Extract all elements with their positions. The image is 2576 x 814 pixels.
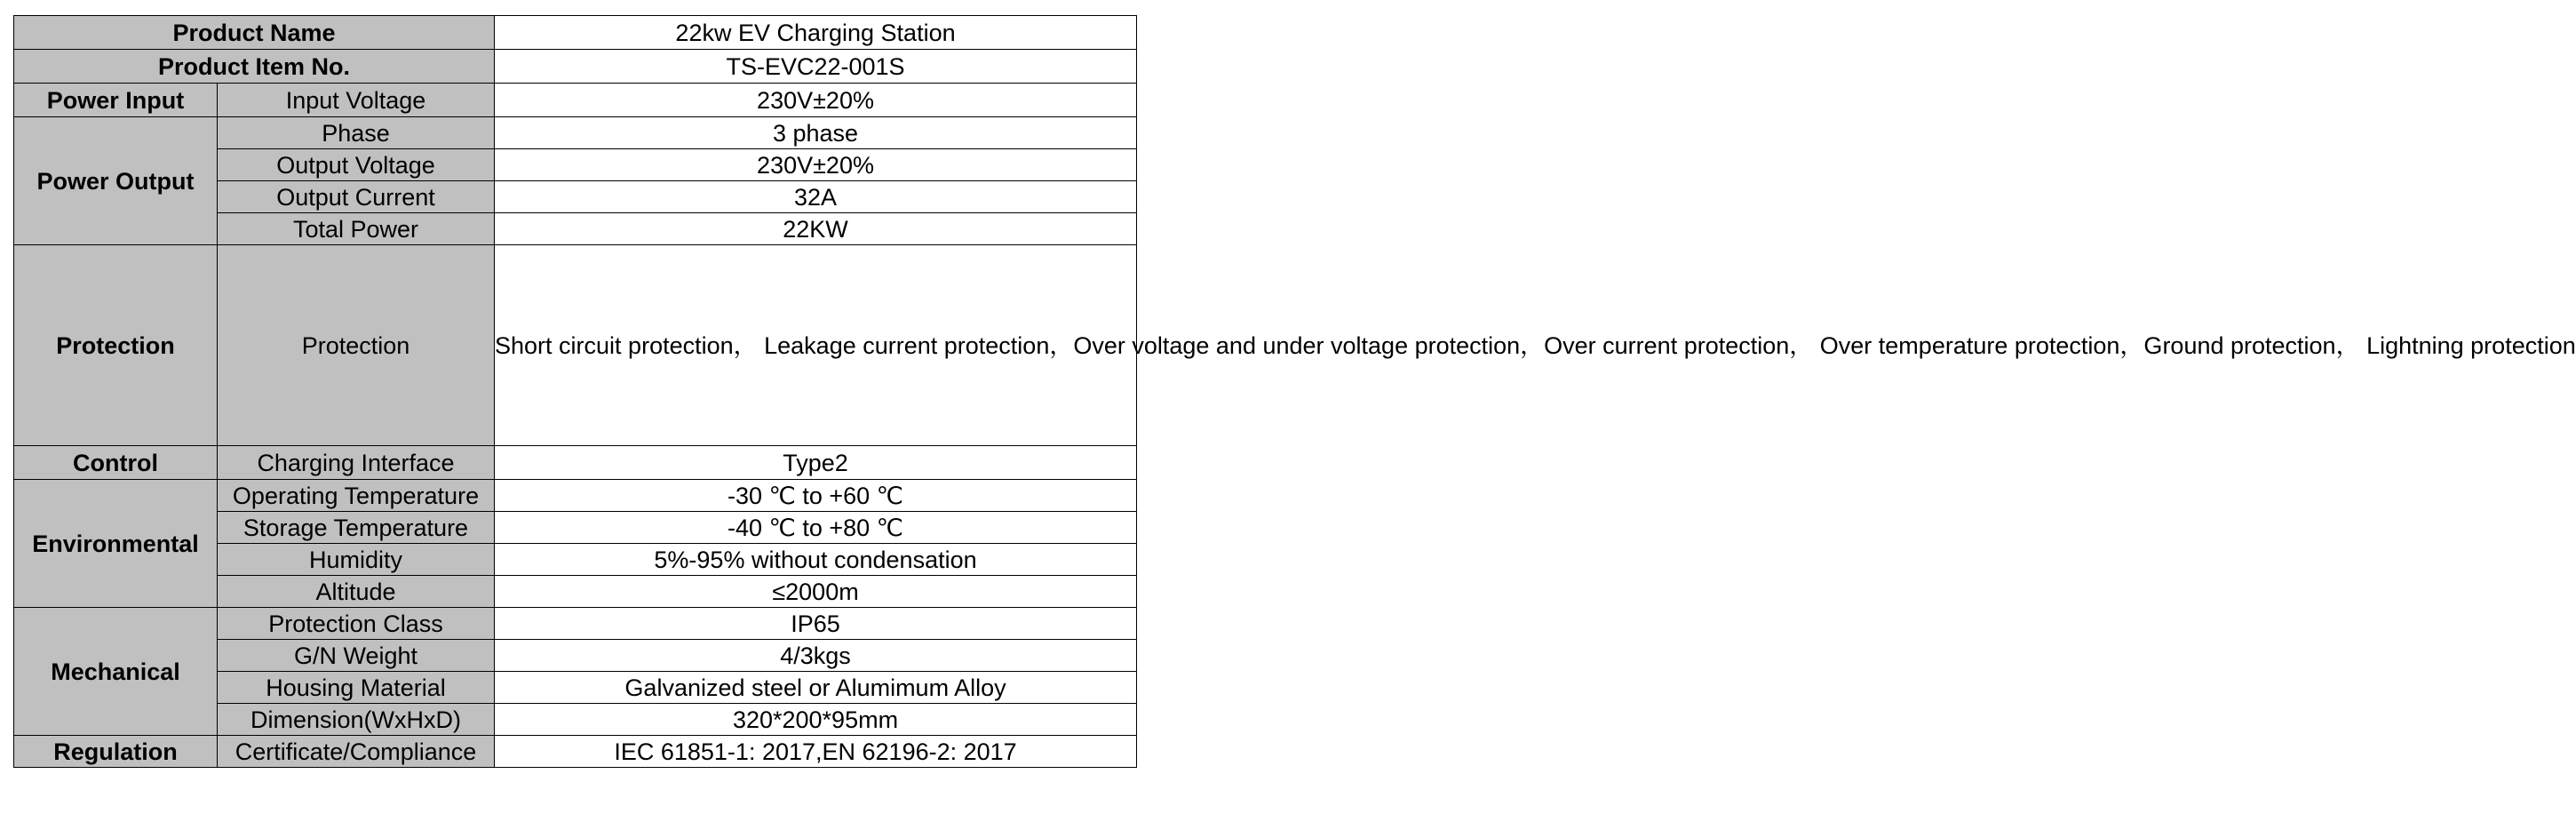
- spec-label: Certificate/Compliance: [218, 736, 495, 768]
- item-no-value: TS-EVC22-001S: [495, 50, 1137, 84]
- table-row: [14, 736, 1137, 768]
- table-row: [14, 608, 1137, 640]
- spec-value: 230V±20%: [495, 84, 1137, 117]
- spec-label: Humidity: [218, 544, 495, 576]
- table-row: [14, 446, 1137, 480]
- spec-value: 230V±20%: [495, 149, 1137, 181]
- spec-label: Operating Temperature: [218, 480, 495, 512]
- spec-label: Charging Interface: [218, 446, 495, 480]
- table-row: [14, 16, 1137, 50]
- spec-value: Galvanized steel or Alumimum Alloy: [495, 672, 1137, 704]
- spec-value: 5%-95% without condensation: [495, 544, 1137, 576]
- spec-label: Phase: [218, 117, 495, 149]
- product-name-value: 22kw EV Charging Station: [495, 16, 1137, 50]
- category-control: Control: [14, 446, 218, 480]
- spec-table: [13, 15, 2576, 768]
- table-row: [14, 245, 1137, 446]
- category-protection: Protection: [14, 245, 218, 446]
- spec-label: Storage Temperature: [218, 512, 495, 544]
- spec-value: 320*200*95mm: [495, 704, 1137, 736]
- table-row: [14, 50, 1137, 84]
- spec-value: IP65: [495, 608, 1137, 640]
- product-name-label: Product Name: [14, 16, 495, 50]
- spec-label: Protection: [218, 245, 495, 446]
- spec-label: Dimension(WxHxD): [218, 704, 495, 736]
- spec-value: -40 ℃ to +80 ℃: [495, 512, 1137, 544]
- item-no-label: Product Item No.: [14, 50, 495, 84]
- spec-value: 32A: [495, 181, 1137, 213]
- spec-value: 22KW: [495, 213, 1137, 245]
- spec-value: ≤2000m: [495, 576, 1137, 608]
- category-mechanical: Mechanical: [14, 608, 218, 736]
- spec-value: 3 phase: [495, 117, 1137, 149]
- category-environmental: Environmental: [14, 480, 218, 608]
- spec-value: Short circuit protection， Leakage current protection，Over voltage and under voltage protection，Over current protection， Over temperature protection，Ground protection， Lightning protection: [495, 245, 1137, 446]
- spec-label: Altitude: [218, 576, 495, 608]
- spec-value: 4/3kgs: [495, 640, 1137, 672]
- table-row: [14, 480, 1137, 512]
- spec-label: Output Voltage: [218, 149, 495, 181]
- table-row: [14, 117, 1137, 149]
- category-power-output: Power Output: [14, 117, 218, 245]
- spec-label: Input Voltage: [218, 84, 495, 117]
- spec-label: G/N Weight: [218, 640, 495, 672]
- spec-label: Output Current: [218, 181, 495, 213]
- category-power-input: Power Input: [14, 84, 218, 117]
- spec-value: IEC 61851-1: 2017,EN 62196-2: 2017: [495, 736, 1137, 768]
- category-regulation: Regulation: [14, 736, 218, 768]
- spec-label: Protection Class: [218, 608, 495, 640]
- spec-label: Housing Material: [218, 672, 495, 704]
- spec-label: Total Power: [218, 213, 495, 245]
- spec-value: -30 ℃ to +60 ℃: [495, 480, 1137, 512]
- table-row: [14, 84, 1137, 117]
- spec-value: Type2: [495, 446, 1137, 480]
